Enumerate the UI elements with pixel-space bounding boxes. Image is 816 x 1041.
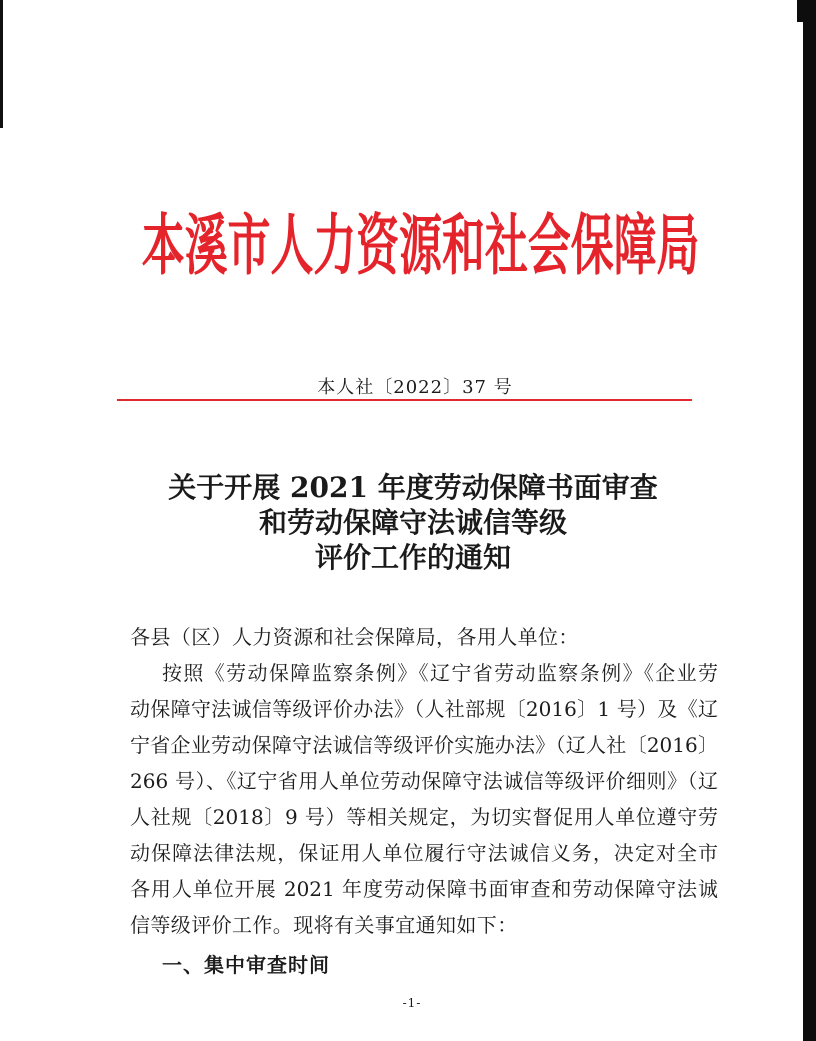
- body-line: 人社规〔2018〕9 号）等相关规定，为切实督促用人单位遵守劳: [130, 805, 718, 829]
- title-line: 和劳动保障守法诚信等级: [258, 506, 567, 539]
- issuer-header: 本溪市人力资源和社会保障局: [141, 206, 700, 284]
- title-line: 评价工作的通知: [314, 541, 511, 574]
- document-number: 本人社〔2022〕37 号: [317, 377, 513, 398]
- scan-edge-left: [0, 0, 3, 128]
- body-line: 动保障守法诚信等级评价办法》（人社部规〔2016〕1 号）及《辽: [130, 697, 718, 721]
- page-number: -1-: [402, 996, 422, 1010]
- notice-title: [0, 470, 816, 575]
- red-separator-rule: [117, 399, 692, 401]
- body-line: 动保障法律法规，保证用人单位履行守法诚信义务，决定对全市: [130, 841, 718, 865]
- salutation: 各县（区）人力资源和社会保障局，各用人单位：: [130, 625, 579, 649]
- body-line: 宁省企业劳动保障守法诚信等级评价实施办法》（辽人社〔2016〕: [130, 733, 718, 757]
- body-line: 按照《劳动保障监察条例》《辽宁省劳动监察条例》《企业劳: [162, 661, 718, 685]
- body-line: 各用人单位开展 2021 年度劳动保障书面审查和劳动保障守法诚: [130, 877, 718, 901]
- section-heading: 一、集中审查时间: [162, 953, 330, 977]
- title-line: 关于开展 2021 年度劳动保障书面审查: [168, 471, 658, 504]
- body-line: 266 号）、《辽宁省用人单位劳动保障守法诚信等级评价细则》（辽: [130, 769, 718, 793]
- body-line: 信等级评价工作。现将有关事宜通知如下：: [130, 913, 518, 937]
